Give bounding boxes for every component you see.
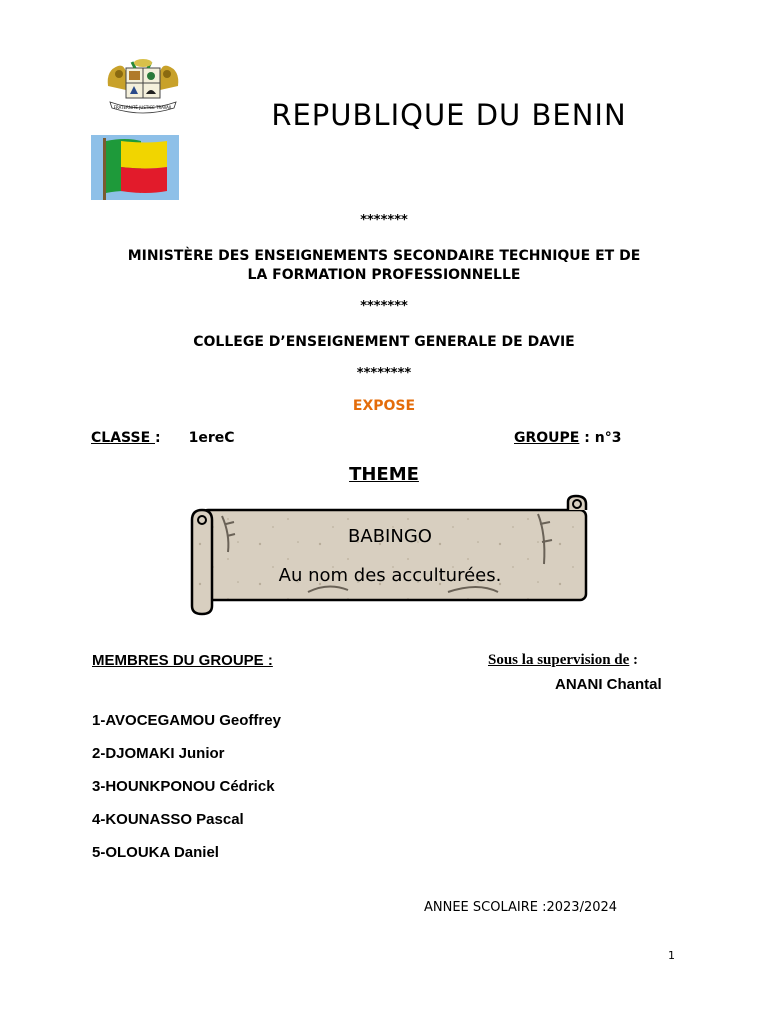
- benin-flag: [91, 135, 179, 200]
- classe-value: 1ereC: [188, 430, 235, 446]
- member-item: 3-HOUNKPONOU Cédrick: [92, 778, 275, 795]
- member-item: 5-OLOUKA Daniel: [92, 844, 219, 861]
- theme-subtitle: Au nom des acculturées.: [278, 565, 502, 586]
- members-heading: MEMBRES DU GROUPE :: [92, 652, 273, 669]
- member-item: 1-AVOCEGAMOU Geoffrey: [92, 712, 281, 729]
- separator-1: *******: [360, 213, 408, 228]
- ministry-name: [90, 247, 678, 285]
- classe-label: CLASSE: [91, 430, 156, 446]
- theme-title: BABINGO: [348, 526, 432, 547]
- country-title: REPUBLIQUE DU BENIN: [271, 98, 627, 132]
- member-item: 2-DJOMAKI Junior: [92, 745, 225, 762]
- separator-2: *******: [360, 299, 408, 314]
- college-name: COLLEGE D’ENSEIGNEMENT GENERALE DE DAVIE: [193, 334, 575, 350]
- page-number: 1: [668, 949, 675, 962]
- supervision-label: Sous la supervision de: [488, 652, 630, 668]
- theme-label: THEME: [349, 464, 419, 485]
- classe-colon: :: [155, 430, 161, 446]
- expose-label: EXPOSE: [352, 398, 416, 414]
- supervision-heading: [488, 652, 638, 669]
- supervisor-name: ANANI Chantal: [555, 676, 662, 693]
- coat-motto: FRATERNITÉ JUSTICE TRAVAIL: [113, 105, 173, 110]
- classe-line: [91, 430, 235, 446]
- groupe-line: [514, 430, 621, 446]
- theme-scroll-banner: [188, 494, 590, 616]
- ministry-line-1: MINISTÈRE DES ENSEIGNEMENTS SECONDAIRE TECHNIQUE ET DE: [127, 248, 641, 264]
- ministry-line-2: LA FORMATION PROFESSIONNELLE: [247, 267, 521, 283]
- school-year: ANNEE SCOLAIRE :2023/2024: [424, 900, 618, 915]
- groupe-value: : n°3: [579, 430, 622, 446]
- groupe-label: GROUPE: [514, 430, 580, 446]
- member-item: 4-KOUNASSO Pascal: [92, 811, 244, 828]
- supervision-colon: :: [629, 652, 639, 668]
- separator-3: ********: [356, 366, 412, 381]
